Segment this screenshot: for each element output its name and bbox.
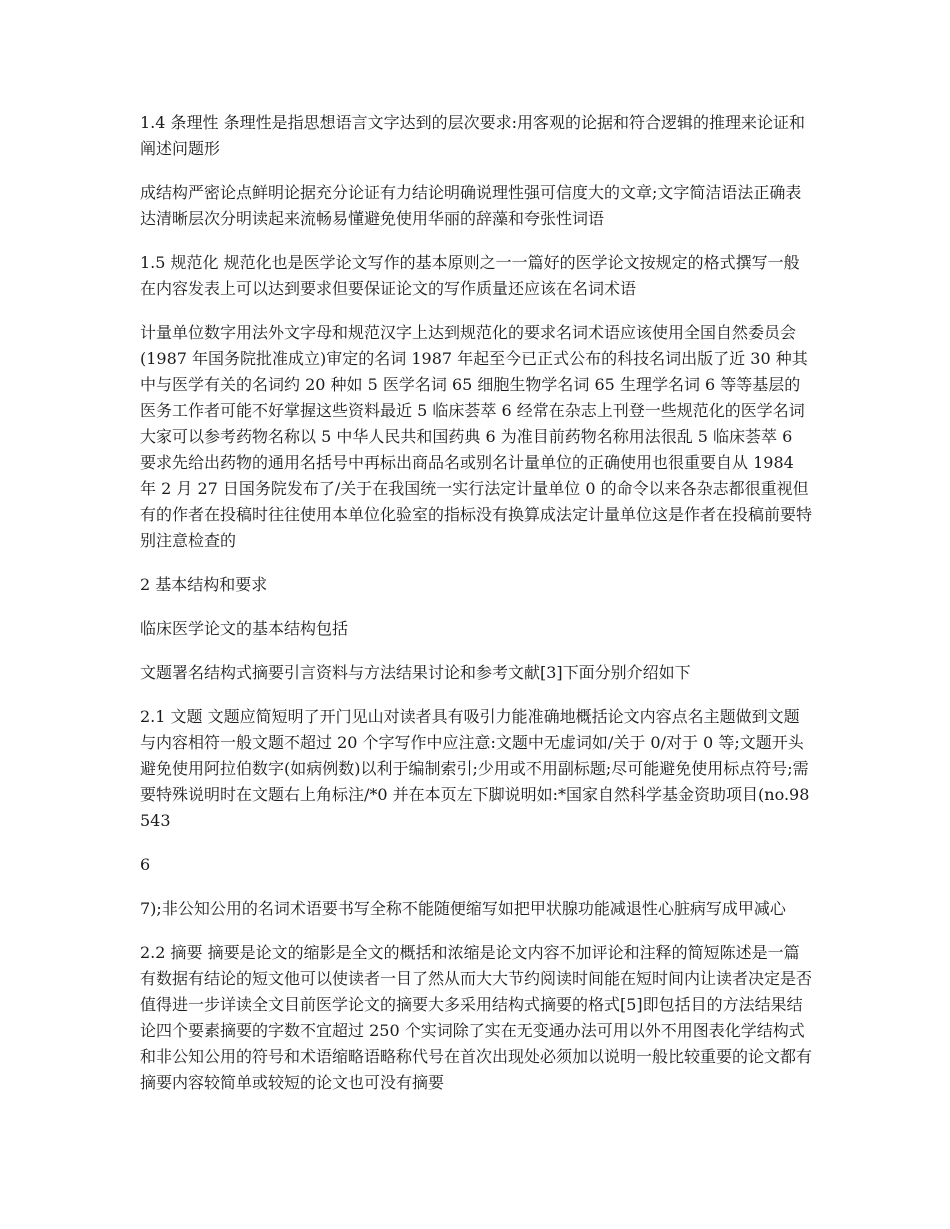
paragraph-fragment-6: 6 — [140, 855, 151, 874]
section-heading-2: 2 基本结构和要求 — [140, 575, 268, 594]
paragraph-basic-structure-list: 文题署名结构式摘要引言资料与方法结果讨论和参考文献[3]下面分别介绍如下 — [140, 663, 691, 682]
paragraph-basic-structure-intro: 临床医学论文的基本结构包括 — [140, 619, 349, 638]
paragraph-1-5-standardization: 1.5 规范化 规范化也是医学论文写作的基本原则之一一篇好的医学论文按规定的格式撰写一般在内容发表上可以达到要求但要保证论文的写作质量还应该在名词术语 — [140, 253, 800, 298]
paragraph-fragment-7: 7);非公知公用的名词术语要书写全称不能随便缩写如把甲状腺功能减退性心脏病写成甲减心 — [140, 899, 786, 918]
paragraph-2-1-title: 2.1 文题 文题应简短明了开门见山对读者具有吸引力能准确地概括论文内容点名主题做到文题与内容相符一般文题不超过 20 个字写作中应注意:文题中无虚词如/关于 0/对于 0 等;文题开头避免使用阿拉伯数字(如病例数)以利于编制索引;少用或不用副标题;尽可能避免使用标点符号;需要特殊说明时在文题右上角标注/*0 并在本页左下脚说明如:*国家自然科学基金资助项目(no.98543 — [140, 707, 810, 830]
paragraph-standardization-continued: 计量单位数字用法外文字母和规范汉字上达到规范化的要求名词术语应该使用全国自然委员会(1987 年国务院批准成立)审定的名词 1987 年起至今已正式公布的科技名词出版了近 30 种其中与医学有关的名词约 20 种如 5 医学名词 65 细胞生物学名词 65 生理学名词 6 等等基层的医务工作者可能不好掌握这些资料最近 5 临床荟萃 6 经常在杂志上刊登一些规范化的医学名词大家可以参考药物名称以 5 中华人民共和国药典 6 为准目前药物名称用法很乱 5 临床荟萃 6 要求先给出药物的通用名括号中再标出商品名或别名计量单位的正确使用也很重要自从 1984 年 2 月 27 日国务院发布了/关于在我国统一实行法定计量单位 0 的命令以来各杂志都很重视但有的作者在投稿时往往使用本单位化验室的指标没有换算成法定计量单位这是作者在投稿前要特别注意检查的 — [140, 323, 813, 550]
paragraph-orderliness-continued: 成结构严密论点鲜明论据充分论证有力结论明确说理性强可信度大的文章;文字简洁语法正确表达清晰层次分明读起来流畅易懂避免使用华丽的辞藻和夸张性词语 — [140, 183, 802, 228]
paragraph-1-4-orderliness: 1.4 条理性 条理性是指思想语言文字达到的层次要求:用客观的论据和符合逻辑的推理来论证和阐述问题形 — [140, 113, 806, 158]
paragraph-2-2-abstract: 2.2 摘要 摘要是论文的缩影是全文的概括和浓缩是论文内容不加评论和注释的简短陈述是一篇有数据有结论的短文他可以使读者一目了然从而大大节约阅读时间能在短时间内让读者决定是否值得进一步详读全文目前医学论文的摘要大多采用结构式摘要的格式[5]即包括目的方法结果结论四个要素摘要的字数不宜超过 250 个实词除了实在无变通办法可用以外不用图表化学结构式和非公知公用的符号和术语缩略语略称代号在首次出现处必须加以说明一般比较重要的论文都有摘要内容较简单或较短的论文也可没有摘要 — [140, 943, 813, 1092]
document-body — [140, 110, 812, 1114]
